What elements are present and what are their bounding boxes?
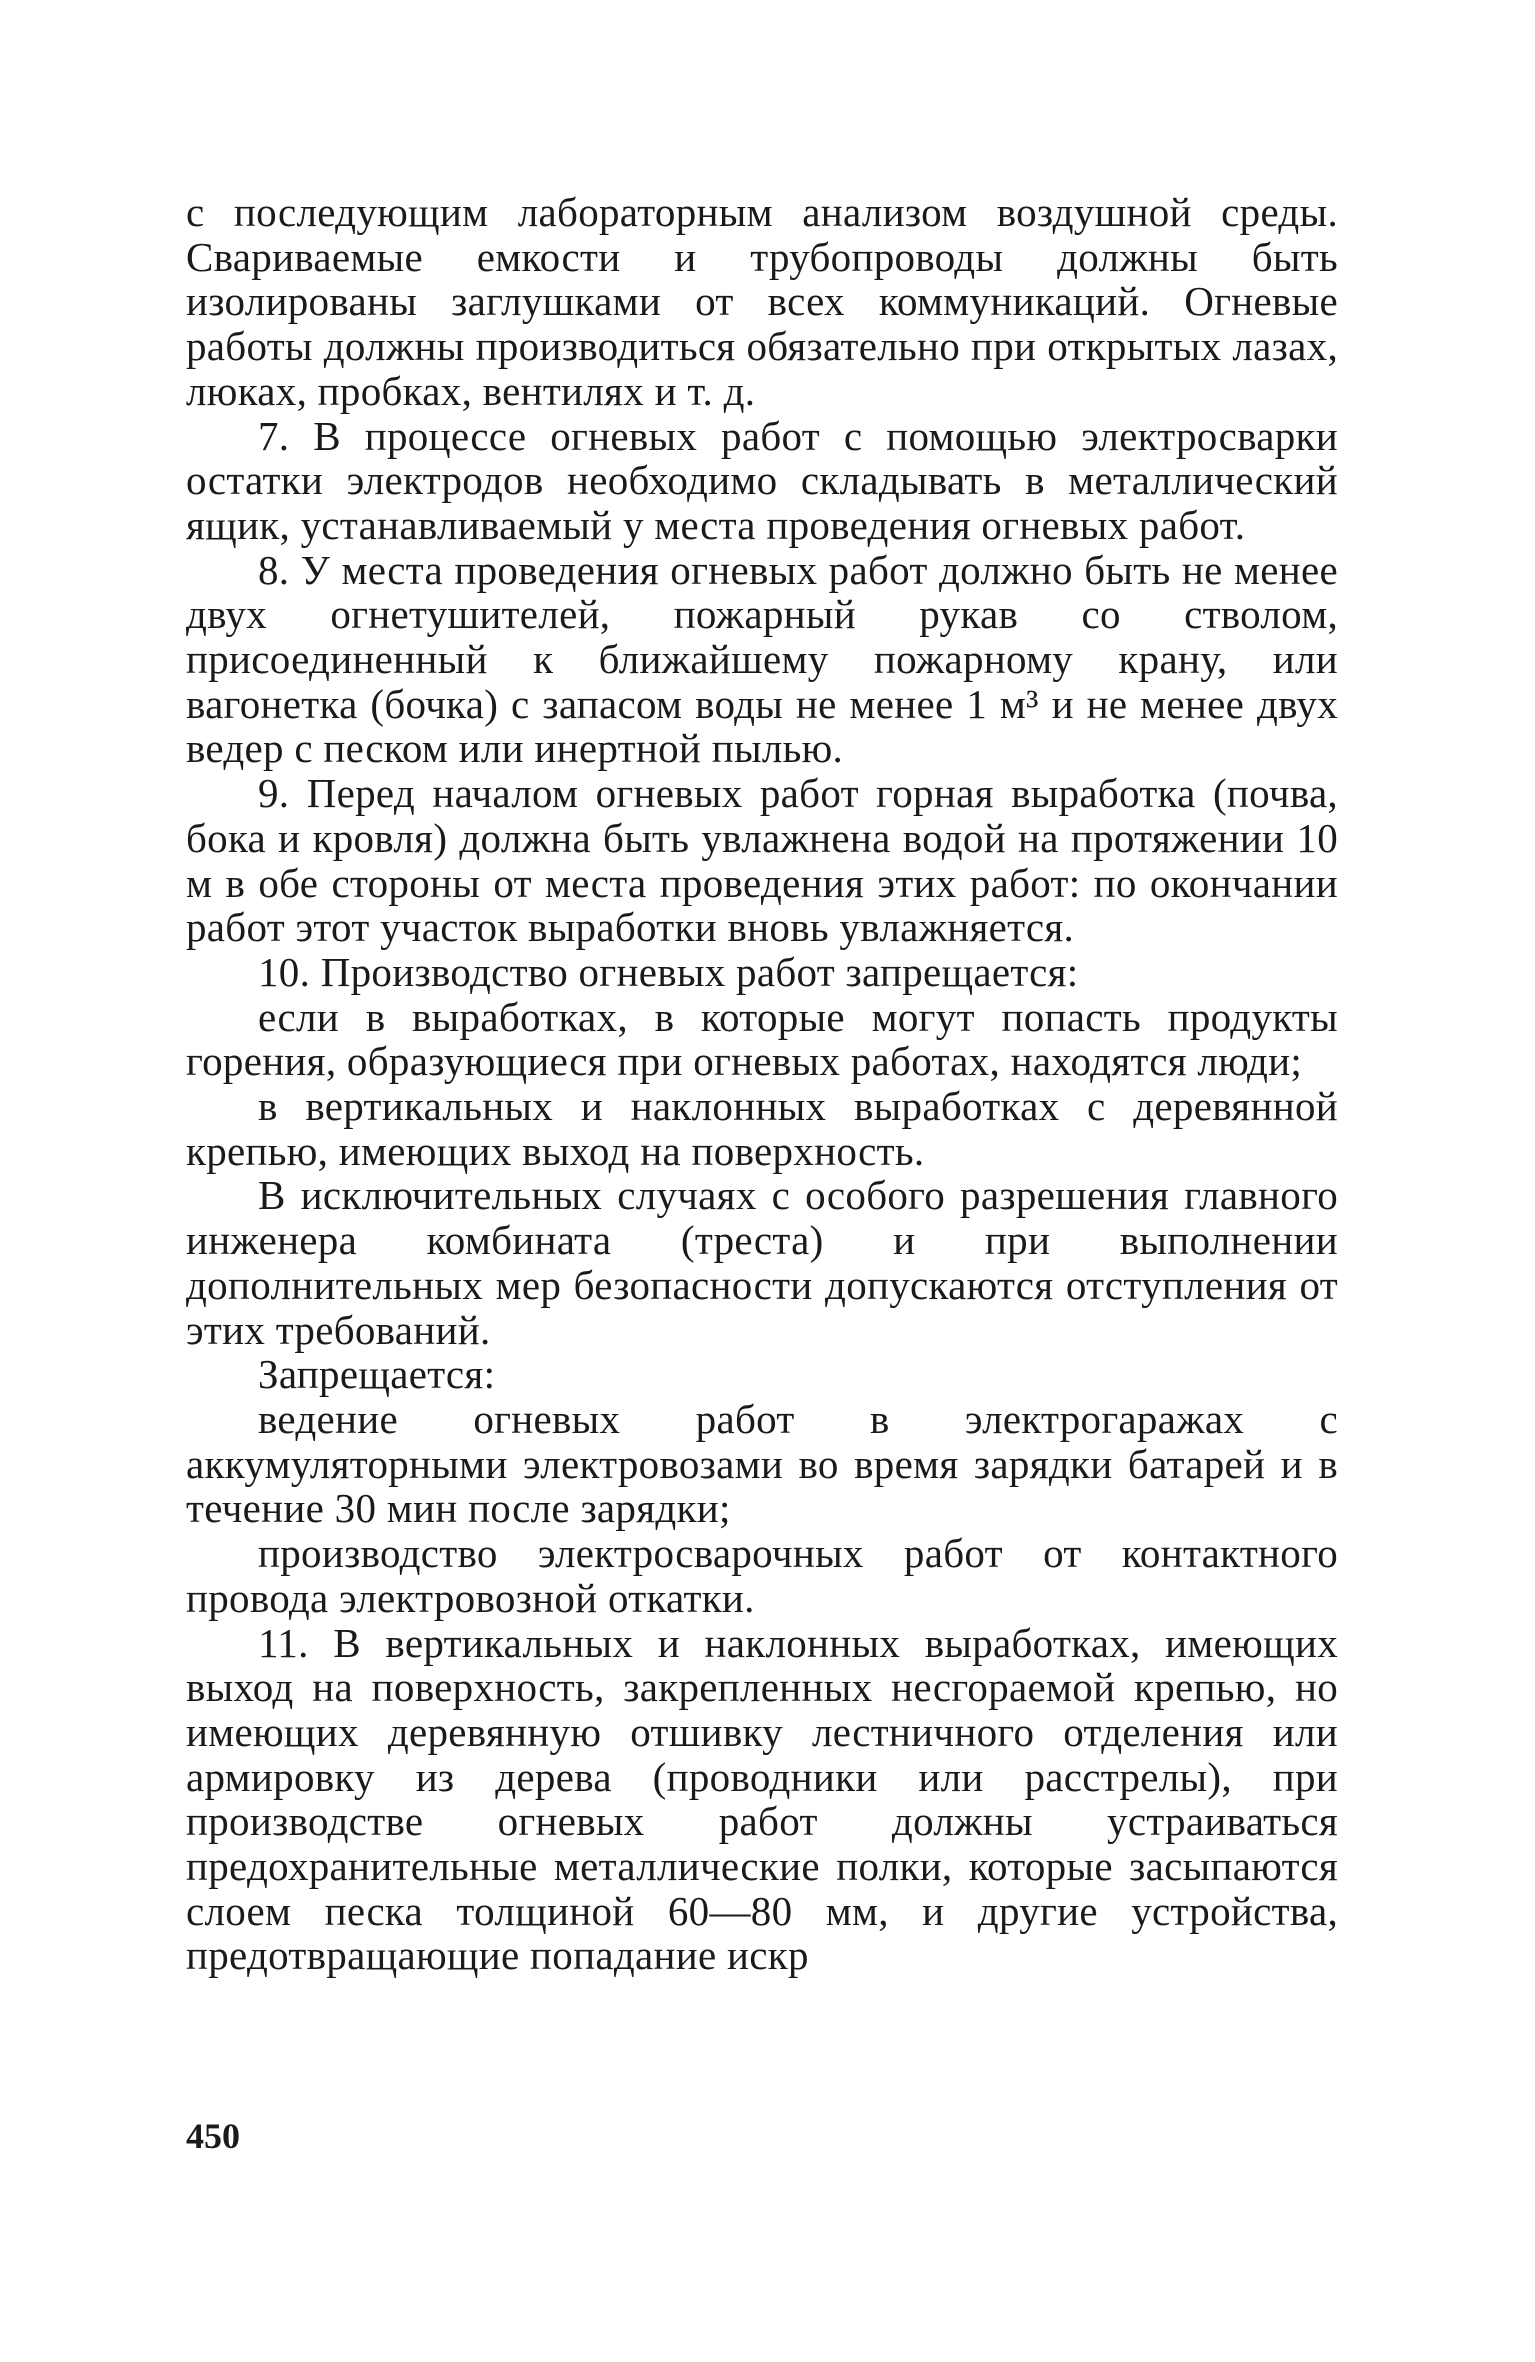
paragraph-item-7: 7. В процессе огневых работ с помощью электросварки остатки электродов необходимо складывать в металлический ящик, устанавливаемый у места проведения огневых работ.: [186, 412, 1338, 548]
paragraph-prohibited: Запрещается:: [258, 1351, 496, 1398]
paragraph-item-10-a: если в выработках, в которые могут попасть продукты горения, образующиеся при огневых работах, находятся люди;: [186, 993, 1338, 1085]
paragraph-prohibited-a: ведение огневых работ в электрогаражах с аккумуляторными электровозами во время зарядки батарей и в течение 30 мин после зарядки;: [186, 1395, 1338, 1532]
paragraph-item-10: 10. Производство огневых работ запрещается:: [258, 948, 1079, 995]
paragraph-prohibited-b: производство электросварочных работ от контактного провода электровозной откатки.: [186, 1530, 1338, 1621]
paragraph-item-9: 9. Перед началом огневых работ горная выработка (почва, бока и кровля) должна быть увлажнена водой на протяжении 10 м в обе стороны от места проведения этих работ: по окончании работ этот участок выработки вновь увлажняется.: [186, 770, 1338, 951]
paragraph-item-8: 8. У места проведения огневых работ должно быть не менее двух огнетушителей, пожарный рукав со стволом, присоединенный к ближайшему пожарному крану, или вагонетка (бочка) с запасом воды не менее 1 м³ и не менее двух ведер с песком или инертной пылью.: [186, 546, 1338, 772]
paragraph-exception: В исключительных случаях с особого разрешения главного инженера комбината (треста) и при выполнении дополнительных мер безопасности допускаются отступления от этих требований.: [186, 1172, 1338, 1353]
paragraph-continuation: с последующим лабораторным анализом воздушной среды. Свариваемые емкости и трубопроводы должны быть изолированы заглушками от всех коммуникаций. Огневые работы должны производиться обязательно при открытых лазах, люках, пробках, вентилях и т. д.: [186, 189, 1338, 414]
page-number: 450: [186, 2116, 240, 2156]
paragraph-item-10-b: в вертикальных и наклонных выработках с деревянной крепью, имеющих выход на поверхность.: [186, 1083, 1338, 1174]
paragraph-item-11: 11. В вертикальных и наклонных выработках, имеющих выход на поверхность, закрепленных несгораемой крепью, но имеющих деревянную отшивку лестничного отделения или армировку из дерева (проводники или расстрелы), при производстве огневых работ должны устраиваться предохранительные металлические полки, которые засыпаются слоем песка толщиной 60—80 мм, и другие устройства, предотвращающие попадание искр: [186, 1619, 1338, 1979]
page-body: [186, 190, 1338, 1978]
